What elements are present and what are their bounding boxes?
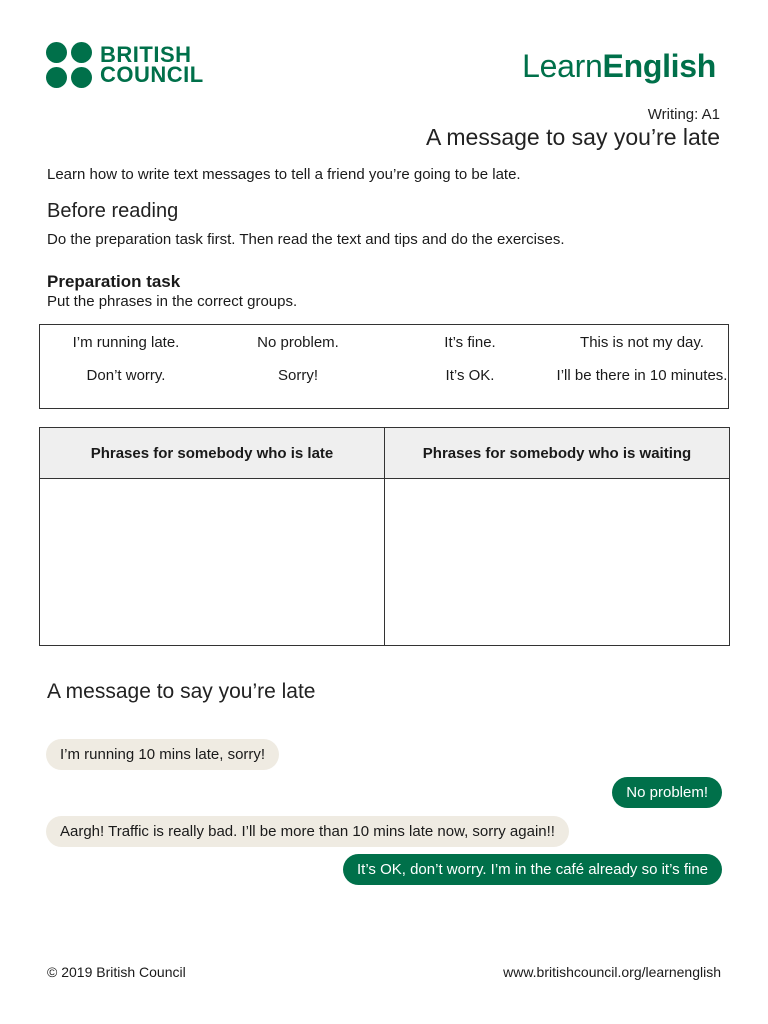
british-council-logo [46,42,204,88]
phrase-item[interactable]: I’m running late. [72,334,180,351]
footer-url[interactable]: www.britishcouncil.org/learnenglish [503,964,721,980]
group-dropzone-late[interactable] [40,479,385,646]
group-header-waiting: Phrases for somebody who is waiting [385,428,730,479]
before-reading-heading: Before reading [47,200,179,222]
phrase-groups-table [39,427,730,646]
preparation-instruction: Put the phrases in the correct groups. [47,293,298,310]
british-council-dots-icon [46,42,92,88]
phrase-item[interactable]: Sorry! [277,367,318,384]
preparation-heading: Preparation task [47,272,181,291]
chat-bubble-incoming: I’m running 10 mins late, sorry! [46,739,279,770]
footer-copyright: © 2019 British Council [47,964,186,980]
intro-text: Learn how to write text messages to tell a friend you’re going to be late. [47,166,521,183]
group-dropzone-waiting[interactable] [385,479,730,646]
phrase-item[interactable]: Don’t worry. [86,367,166,384]
chat-bubble-outgoing: No problem! [612,777,722,808]
before-reading-text: Do the preparation task first. Then read the text and tips and do the exercises. [47,231,565,248]
phrase-box [39,324,729,409]
phrase-item[interactable]: I’ll be there in 10 minutes. [556,367,728,384]
phrase-item[interactable]: It’s OK. [445,367,495,384]
le-logo-bold: English [602,48,716,84]
chat-bubble-incoming: Aargh! Traffic is really bad. I’ll be more than 10 mins late now, sorry again!! [46,816,569,847]
bc-logo-line1: BRITISH [100,42,192,67]
phrase-item[interactable]: No problem. [257,334,339,351]
bc-logo-line2: COUNCIL [100,62,204,87]
phrase-item[interactable]: It’s fine. [444,334,496,351]
chat-bubble-outgoing: It’s OK, don’t worry. I’m in the café already so it’s fine [343,854,722,885]
phrase-item[interactable]: This is not my day. [580,334,704,351]
level-label: Writing: A1 [647,106,720,123]
message-heading: A message to say you’re late [47,680,316,703]
group-header-late: Phrases for somebody who is late [40,428,385,479]
learnenglish-logo [522,48,716,85]
page-title: A message to say you’re late [425,124,720,150]
le-logo-light: Learn [522,48,603,84]
